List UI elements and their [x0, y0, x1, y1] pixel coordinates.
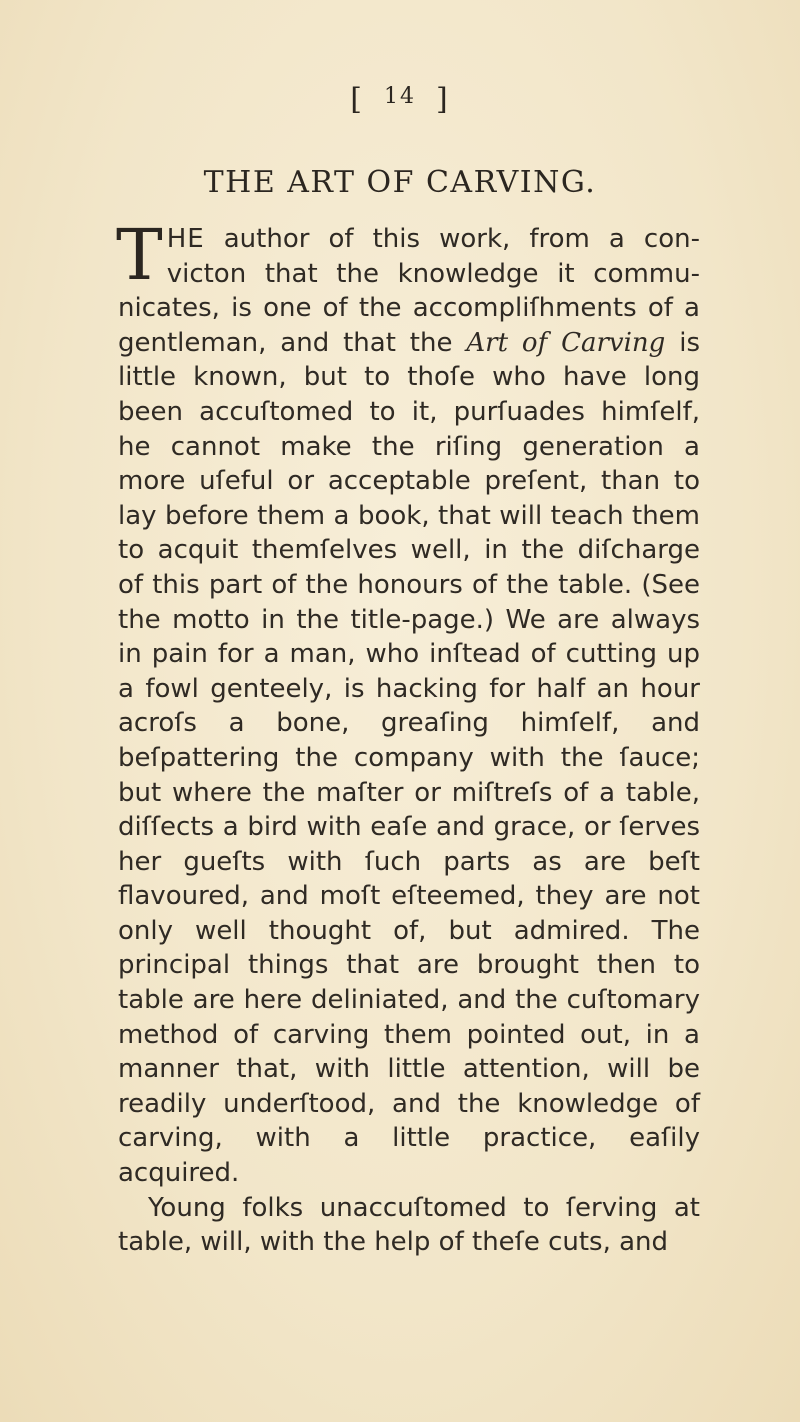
page-number — [0, 82, 800, 117]
first-word-rest: HE — [166, 224, 205, 254]
paragraph-1-text-b: is little known, but to thoſe who have long been accuſtomed to it, purſuades himſelf, he cannot make the riſing generation a more uſeful or acceptable preſent, than to lay before them a book, that will teach them to acquit themſelves well, in the diſcharge of this part of the honours of the table. (See the motto in the title-page.) We are always in pain for a man, who inſtead of cutting up a fowl genteely, is hacking for half an hour acroſs a bone, greaſing himſelf, and beſpattering the company with the ſauce; but where the maſter or miſtreſs of a table, diſſects a bird with eaſe and grace, or ſerves her gueſts with ſuch parts as are beſt flavoured, and moſt eſteemed, they are not only well thought of, but admired. The principal things that are brought then to table are here deliniated, and the cuſtomary method of carving them pointed out, in a manner that, with little attention, will be readily underſtood, and the knowledge of carving, with a little practice, eaſily acquired. — [118, 327, 700, 1189]
page-number-left-bracket: [ — [350, 82, 364, 117]
page-number-value: 14 — [384, 84, 416, 109]
chapter-heading: THE ART OF CARVING. — [203, 165, 597, 200]
italic-book-title: Art of Carving — [466, 327, 666, 358]
body-text — [116, 214, 700, 1260]
page-number-right-bracket: ] — [436, 82, 450, 117]
paragraph-1-text-a: author of this work, from a con- victon that the knowledge it commu- nicates, is one of the accompliſhments of a gentleman, and that the — [118, 224, 700, 358]
drop-cap: T — [116, 214, 163, 296]
paragraph-1 — [116, 214, 700, 1191]
paragraph-2: Young folks unaccuſtomed to ſerving at table, will, with the help of theſe cuts, and — [118, 1192, 700, 1258]
